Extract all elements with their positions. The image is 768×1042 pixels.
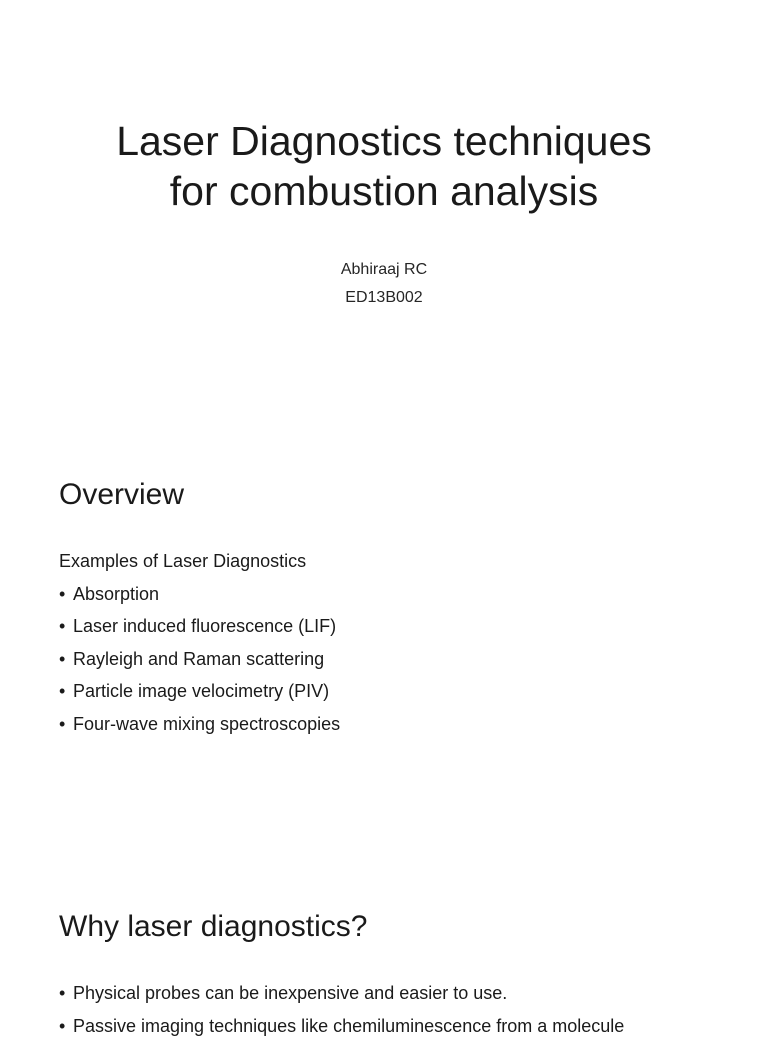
list-item xyxy=(59,675,738,708)
list-item-text: Particle image velocimetry (PIV) xyxy=(73,681,329,701)
bullet-list xyxy=(59,578,738,741)
list-item xyxy=(59,977,738,1010)
slide-body xyxy=(59,977,738,1042)
bullet-icon: • xyxy=(59,643,65,676)
bullet-icon: • xyxy=(59,578,65,611)
list-item-text: Laser induced fluorescence (LIF) xyxy=(73,616,336,636)
title-line-2: for combustion analysis xyxy=(0,166,768,216)
list-item xyxy=(59,610,738,643)
list-item xyxy=(59,1010,738,1042)
why-laser-slide xyxy=(0,864,768,1024)
overview-slide xyxy=(0,432,768,864)
bullet-icon: • xyxy=(59,610,65,643)
list-item xyxy=(59,643,738,676)
bullet-icon: • xyxy=(59,675,65,708)
list-item xyxy=(59,708,738,741)
presentation-title xyxy=(0,116,768,216)
author-block xyxy=(0,256,768,312)
title-line-1: Laser Diagnostics techniques xyxy=(0,116,768,166)
slide-heading: Overview xyxy=(59,477,184,513)
list-item-text: Four-wave mixing spectroscopies xyxy=(73,714,340,734)
intro-text: Examples of Laser Diagnostics xyxy=(59,545,738,578)
list-item-text: Absorption xyxy=(73,584,159,604)
author-name: Abhiraaj RC xyxy=(0,256,768,284)
list-item-text: Physical probes can be inexpensive and easier to use. xyxy=(73,983,507,1003)
slide-body xyxy=(59,545,738,740)
bullet-icon: • xyxy=(59,708,65,741)
bullet-icon: • xyxy=(59,977,65,1010)
title-slide xyxy=(0,0,768,432)
bullet-list xyxy=(59,977,738,1042)
bullet-icon: • xyxy=(59,1010,65,1042)
list-item xyxy=(59,578,738,611)
roll-number: ED13B002 xyxy=(0,284,768,312)
slide-heading: Why laser diagnostics? xyxy=(59,909,367,945)
list-item-text: Rayleigh and Raman scattering xyxy=(73,649,324,669)
list-item-text: Passive imaging techniques like chemiluminescence from a molecule xyxy=(73,1016,624,1036)
